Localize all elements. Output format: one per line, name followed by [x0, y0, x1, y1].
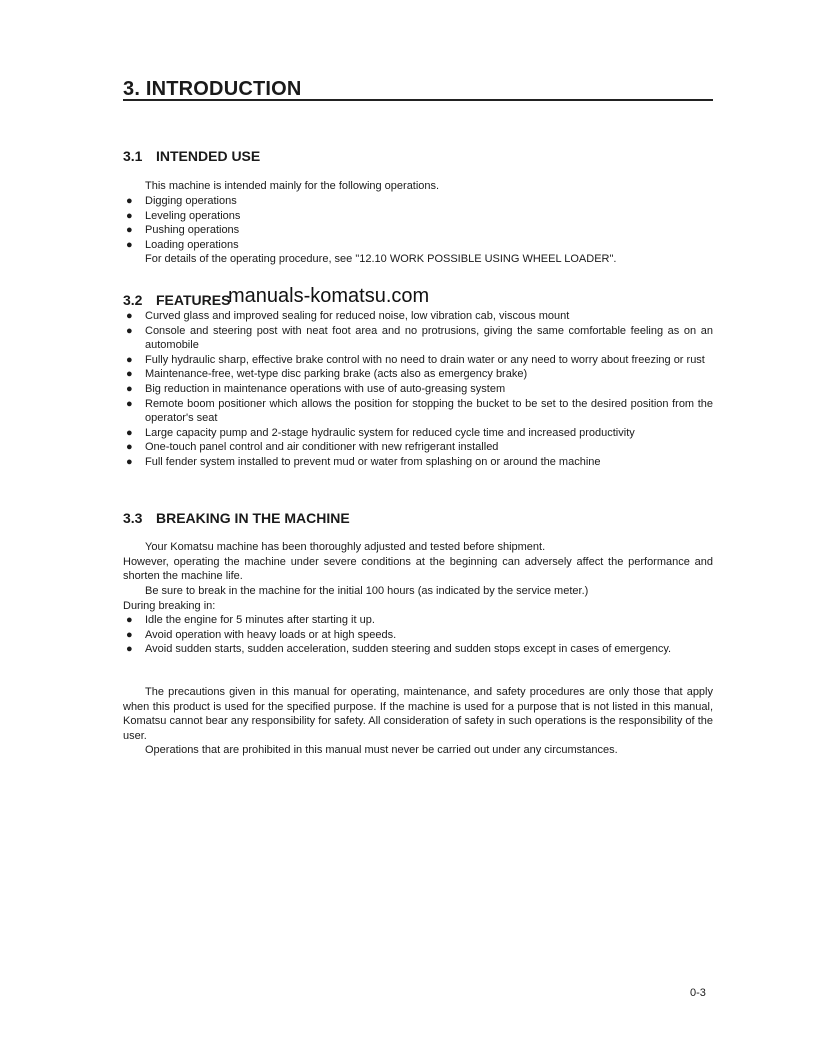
section-number: 3.1 — [123, 148, 143, 164]
bullet-icon: ● — [126, 397, 133, 410]
list-item: ● Pushing operations — [126, 224, 240, 237]
list-item: ● Remote boom positioner which allows the position for stopping the bucket to be set to the desired position from the operator's seat — [126, 397, 713, 425]
list-item: ● Console and steering post with neat foot area and no protrusions, giving the same comfortable feeling as on an automobile — [126, 324, 713, 352]
breaking-in-paragraph-1: Your Komatsu machine has been thoroughly adjusted and tested before shipment. However, operating the machine under severe conditions at the beginning can adversely affect the performance and shorten the machine life. — [123, 541, 713, 583]
breaking-in-list — [123, 613, 713, 657]
bullet-icon: ● — [126, 324, 133, 337]
list-item: ● Full fender system installed to prevent mud or water from splashing on or around the machine — [126, 455, 601, 468]
watermark-text: manuals-komatsu.com — [228, 285, 430, 307]
intended-use-list — [123, 194, 713, 252]
section-number: 3.2 — [123, 292, 143, 308]
section-title: FEATURES — [156, 292, 231, 308]
bullet-icon: ● — [126, 209, 133, 222]
bullet-icon: ● — [126, 353, 133, 366]
list-item: ● One-touch panel control and air conditioner with new refrigerant installed — [126, 441, 499, 454]
bullet-icon: ● — [126, 628, 133, 641]
precautions-paragraph: The precautions given in this manual for operating, maintenance, and safety procedures are only those that apply when this product is used for the specified purpose. If the machine is used for a purpose that is not listed in this manual, Komatsu cannot bear any responsibility for safety. All consideration of safety in such operations is the responsibility of the user. — [123, 686, 713, 742]
list-item: ● Digging operations — [126, 195, 237, 207]
page-number: 0-3 — [690, 987, 706, 999]
bullet-icon: ● — [126, 238, 133, 251]
bullet-icon: ● — [126, 455, 133, 468]
list-item: ● Idle the engine for 5 minutes after starting it up. — [126, 614, 375, 626]
prohibited-operations-paragraph: Operations that are prohibited in this manual must never be carried out under any circumstances. — [145, 744, 618, 756]
bullet-icon: ● — [126, 441, 133, 454]
bullet-icon: ● — [126, 614, 133, 626]
section-number: 3.3 — [123, 510, 143, 526]
section-title: BREAKING IN THE MACHINE — [156, 510, 350, 526]
list-item: ● Loading operations — [126, 238, 239, 251]
section-heading-breaking-in — [123, 510, 350, 526]
list-item: ● Maintenance-free, wet-type disc parking brake (acts also as emergency brake) — [126, 368, 528, 381]
list-item: ● Leveling operations — [126, 209, 241, 222]
bullet-icon: ● — [126, 310, 133, 322]
section-heading-intended-use — [123, 148, 260, 164]
bullet-icon: ● — [126, 643, 133, 656]
chapter-rule — [123, 99, 713, 101]
intended-use-intro: This machine is intended mainly for the following operations. — [145, 180, 440, 192]
section-heading-features — [123, 292, 230, 308]
bullet-icon: ● — [126, 382, 133, 395]
intended-use-note: For details of the operating procedure, see "12.10 WORK POSSIBLE USING WHEEL LOADER". — [145, 253, 617, 265]
bullet-icon: ● — [126, 195, 133, 207]
list-item: ● Large capacity pump and 2-stage hydraulic system for reduced cycle time and increased productivity — [126, 426, 635, 439]
section-title: INTENDED USE — [156, 148, 261, 164]
list-item: ● Avoid operation with heavy loads or at high speeds. — [126, 628, 397, 641]
list-item: ● Curved glass and improved sealing for reduced noise, low vibration cab, viscous mount — [126, 310, 570, 322]
breaking-in-label: During breaking in: — [123, 600, 216, 612]
chapter-title: 3. INTRODUCTION — [123, 78, 302, 100]
features-list — [123, 309, 713, 470]
bullet-icon: ● — [126, 426, 133, 439]
breaking-in-paragraph-2: Be sure to break in the machine for the initial 100 hours (as indicated by the service meter.) — [145, 585, 589, 597]
list-item: ● Avoid sudden starts, sudden acceleration, sudden steering and sudden stops except in cases of emergency. — [126, 643, 672, 656]
bullet-icon: ● — [126, 224, 133, 237]
bullet-icon: ● — [126, 368, 133, 381]
list-item: ● Fully hydraulic sharp, effective brake control with no need to drain water or any need to worry about freezing or rust — [126, 353, 705, 366]
list-item: ● Big reduction in maintenance operations with use of auto-greasing system — [126, 382, 506, 395]
